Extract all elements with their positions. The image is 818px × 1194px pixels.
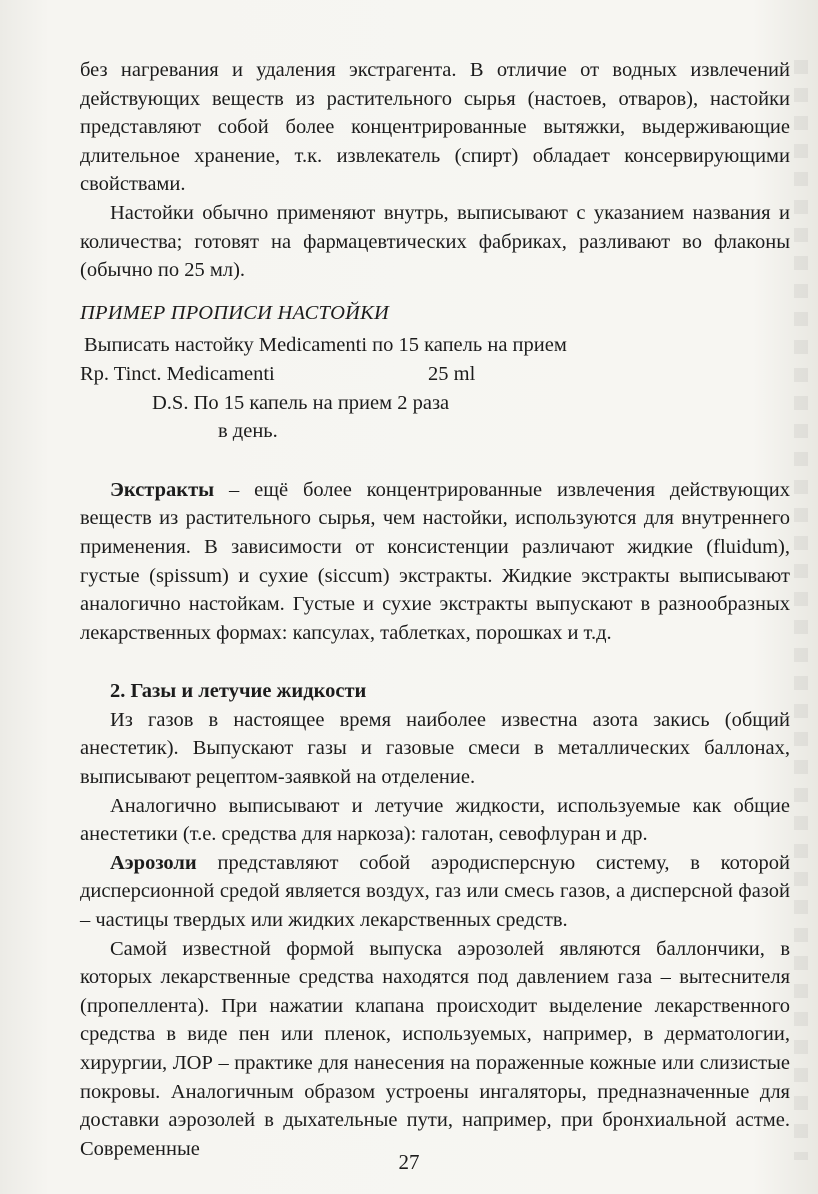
prescription-ds: D.S. По 15 капель на прием 2 раза [152, 391, 450, 414]
prescription-example [80, 331, 790, 445]
prescription-task: Выписать настойку Medicamenti по 15 капель на прием [84, 334, 567, 357]
prescription-rp: Rp. Tinct. Medicamenti [80, 362, 275, 385]
extracts-text: – ещё более концентрированные извлечения действующих веществ из растительного сырья, чем настойки, используются для внутреннего применения. В зависимости от консистенции различают жидкие (fluidum), густые (spissum) и сухие (siccum) экстракты. Жидкие экстракты выписывают аналогично настойкам. Густые и сухие экстракты выпускают в разнообразных лекарственных формах: капсулах, таблетках, порошках и т.д. [80, 478, 790, 644]
example-heading: ПРИМЕР ПРОПИСИ НАСТОЙКИ [80, 301, 389, 324]
page-content [80, 56, 790, 1163]
prescription-rp-row [80, 360, 790, 389]
page-number: 27 [398, 1150, 420, 1174]
section-heading-gases [80, 677, 790, 706]
aerosols-text: представляют собой аэродисперсную систему, в которой дисперсионной средой является воздух, газ или смесь газов, а дисперсной фазой – частицы твердых или жидких лекарственных средств. [80, 851, 790, 932]
paragraph-aerosols [80, 849, 790, 935]
extracts-term: Экстракты [110, 478, 215, 501]
section-2-title: 2. Газы и летучие жидкости [110, 680, 367, 703]
paragraph-aerosol-canisters: Самой известной формой выпуска аэрозолей являются баллончики, в которых лекарственные средства находятся под давлением газа – вытеснителя (пропеллента). При нажатии клапана происходит выделение лекарственного средства в виде пен или пленок, используемых, например, в дерматологии, хирургии, ЛОР – практике для нанесения на пораженные кожные или слизистые покровы. Аналогичным образом устроены ингаляторы, предназначенные для доставки аэрозолей в дыхательные пути, например, при бронхиальной астме. Современные [80, 937, 790, 1160]
paragraph-extracts [80, 476, 790, 648]
paragraph-tinctures-properties: без нагревания и удаления экстрагента. В отличие от водных извлечений действующих веществ из растительного сырья (настоев, отваров), настойки представляют собой более концентрированные вытяжки, выдерживающие длительное хранение, т.к. извлекатель (спирт) обладает консервирующими свойствами. [80, 59, 790, 196]
bleed-through-shadow [794, 60, 808, 1160]
paragraph-gases: Из газов в настоящее время наиболее известна азота закись (общий анестетик). Выпускают газы и газовые смеси в металлических баллонах, выписывают рецептом-заявкой на отделение. [80, 708, 790, 789]
paragraph-tinctures-usage: Настойки обычно применяют внутрь, выписывают с указанием названия и количества; готовят на фармацевтических фабриках, разливают во флаконы (обычно по 25 мл). [80, 201, 790, 282]
prescription-ds-continued: в день. [218, 420, 278, 443]
aerosols-term: Аэрозоли [110, 851, 197, 874]
paragraph-volatile-liquids: Аналогично выписывают и летучие жидкости, используемые как общие анестетики (т.е. средства для наркоза): галотан, севофлуран и др. [80, 794, 790, 846]
prescription-amount: 25 ml [428, 362, 476, 385]
